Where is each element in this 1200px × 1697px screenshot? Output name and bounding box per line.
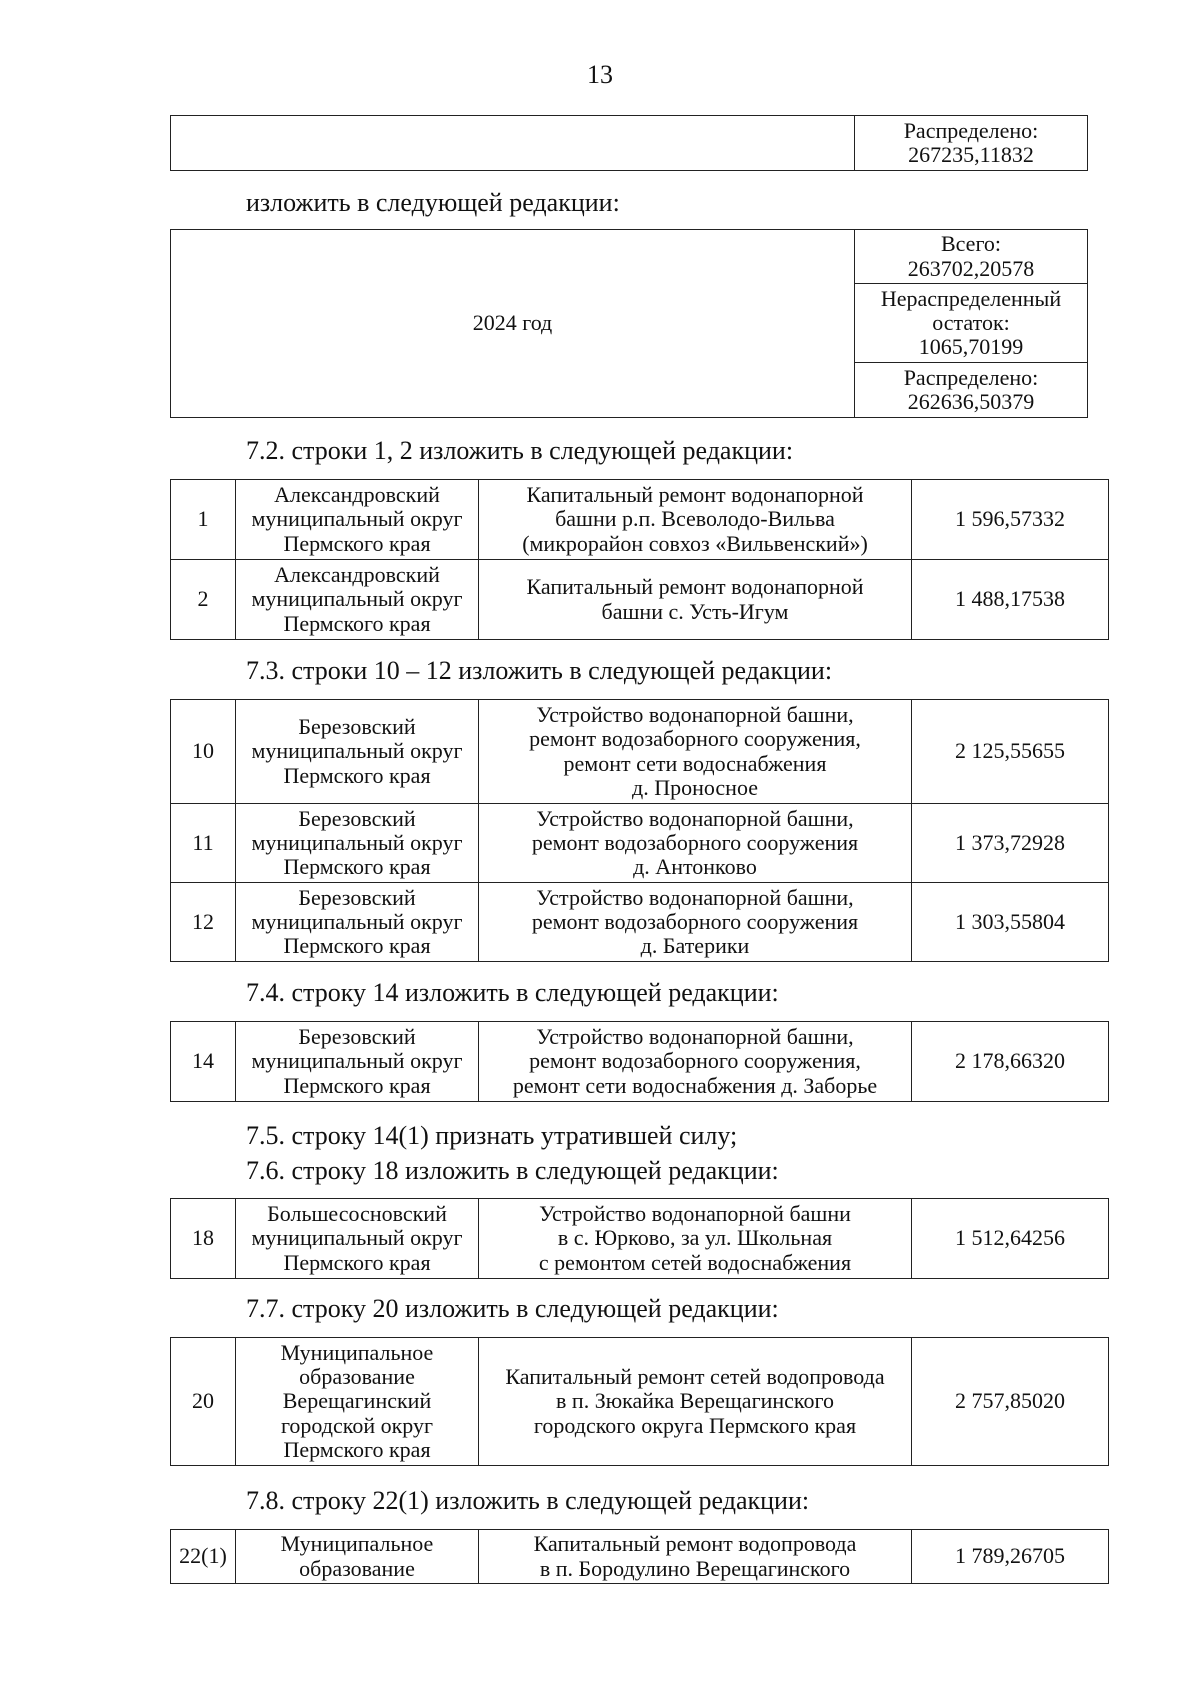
cell-text-line: муниципальный округ (251, 908, 463, 934)
amount-cell: 1 373,72928 (912, 804, 1109, 883)
cell-text-line: Капитальный ремонт сетей водопровода (505, 1364, 885, 1390)
distributed-value: 262636,50379 (907, 389, 1035, 414)
cell-text-line: Большесосновский (267, 1201, 447, 1227)
cell-text-line: Устройство водонапорной башни, (536, 1024, 854, 1050)
municipality-cell (236, 1022, 479, 1102)
cell-text-line: Пермского края (283, 1072, 431, 1098)
municipality-cell (236, 700, 479, 804)
distributed-label: Распределено: (903, 117, 1039, 143)
cell-text-line: Муниципальное (280, 1340, 434, 1366)
cell-text-line: Пермского края (283, 610, 431, 636)
remainder-line: остаток: (932, 309, 1010, 335)
municipality-cell (236, 1530, 479, 1584)
remainder-line: 1065,70199 (918, 334, 1024, 360)
cell-text-line: Пермского края (283, 1249, 431, 1275)
cell-text-line: д. Антонково (633, 854, 757, 880)
cell-text-line: д. Проносное (632, 774, 758, 800)
cell-text-line: Капитальный ремонт водонапорной (526, 482, 864, 508)
cell-text-line: ремонт водозаборного сооружения, (529, 726, 861, 752)
cell-text-line: башни р.п. Всеволодо-Вильва (555, 506, 835, 532)
section-heading: 7.2. строки 1, 2 изложить в следующей редакции: (246, 436, 794, 465)
cell-text-line: (микрорайон совхоз «Вильвенский») (522, 530, 868, 556)
cell-text-line: Александровский (274, 562, 440, 588)
remainder-line: Нераспределенный (880, 285, 1062, 311)
distributed-prev-table (170, 115, 1088, 171)
distributed-cell (855, 363, 1088, 418)
amount-cell: 1 512,64256 (912, 1199, 1109, 1279)
section-heading: 7.4. строку 14 изложить в следующей редакции: (246, 978, 779, 1007)
cell-text-line: Александровский (274, 482, 440, 508)
row-number: 12 (171, 883, 236, 962)
table-7-8 (170, 1529, 1109, 1584)
row-number: 2 (171, 560, 236, 640)
cell-text-line: Устройство водонапорной башни, (536, 884, 854, 910)
cell-text-line: Муниципальное (280, 1531, 434, 1557)
distributed-value: 267235,11832 (908, 142, 1034, 167)
municipality-cell (236, 804, 479, 883)
object-cell (479, 700, 912, 804)
object-cell (479, 1530, 912, 1584)
cell-text-line: Устройство водонапорной башни, (536, 805, 854, 831)
table-7-3 (170, 699, 1109, 962)
section-heading: 7.7. строку 20 изложить в следующей редакции: (246, 1294, 779, 1323)
row-number: 10 (171, 700, 236, 804)
table-7-4 (170, 1021, 1109, 1102)
remainder-cell (855, 284, 1088, 363)
row-number: 1 (171, 480, 236, 560)
section-heading: 7.8. строку 22(1) изложить в следующей редакции: (246, 1486, 810, 1515)
cell-text-line: башни с. Усть-Игум (601, 598, 789, 624)
object-cell (479, 560, 912, 640)
row-number: 20 (171, 1338, 236, 1466)
cell-text-line: образование (299, 1555, 415, 1581)
cell-text-line: Капитальный ремонт водопровода (533, 1531, 857, 1557)
amount-cell: 2 757,85020 (912, 1338, 1109, 1466)
year-cell: 2024 год (171, 230, 855, 418)
cell-text-line: ремонт сети водоснабжения (563, 750, 827, 776)
cell-text-line: в п. Бородулино Верещагинского (539, 1555, 851, 1581)
cell-text-line: муниципальный округ (251, 1048, 463, 1074)
cell-text-line: муниципальный округ (251, 586, 463, 612)
amount-cell: 1 488,17538 (912, 560, 1109, 640)
municipality-cell (236, 560, 479, 640)
total-cell (855, 230, 1088, 284)
cell-text-line: Березовский (298, 714, 416, 740)
table-7-2 (170, 479, 1109, 640)
cell-text-line: Устройство водонапорной башни, (536, 702, 854, 728)
municipality-cell (236, 480, 479, 560)
total-label: Всего: (940, 231, 1002, 257)
municipality-cell (236, 883, 479, 962)
cell-text-line: Пермского края (283, 1436, 431, 1462)
cell-text-line: Пермского края (283, 933, 431, 959)
object-cell (479, 480, 912, 560)
municipality-cell (236, 1338, 479, 1466)
table-7-6 (170, 1198, 1109, 1279)
cell-text-line: ремонт водозаборного сооружения (531, 908, 859, 934)
section-heading: 7.5. строку 14(1) признать утратившей силу; (246, 1121, 738, 1150)
object-cell (479, 1338, 912, 1466)
object-cell (479, 1199, 912, 1279)
section-heading: 7.3. строки 10 – 12 изложить в следующей редакции: (246, 656, 833, 685)
amount-cell: 1 303,55804 (912, 883, 1109, 962)
distributed-cell (855, 116, 1088, 171)
section-heading: 7.6. строку 18 изложить в следующей редакции: (246, 1156, 779, 1185)
cell-text-line: Березовский (298, 884, 416, 910)
row-number: 14 (171, 1022, 236, 1102)
cell-text-line: образование (299, 1364, 415, 1390)
cell-text-line: ремонт водозаборного сооружения (531, 829, 859, 855)
object-cell (479, 1022, 912, 1102)
object-cell (479, 883, 912, 962)
amount-cell: 2 125,55655 (912, 700, 1109, 804)
summary-table (170, 229, 1088, 418)
empty-cell (171, 116, 855, 171)
cell-text-line: Березовский (298, 805, 416, 831)
cell-text-line: Пермского края (283, 530, 431, 556)
cell-text-line: д. Батерики (640, 933, 750, 959)
distributed-label: Распределено: (903, 364, 1039, 390)
cell-text-line: городской округ (280, 1412, 434, 1438)
cell-text-line: муниципальный округ (251, 1225, 463, 1251)
cell-text-line: городского округа Пермского края (533, 1412, 857, 1438)
table-7-7 (170, 1337, 1109, 1466)
cell-text-line: муниципальный округ (251, 506, 463, 532)
cell-text-line: в с. Юрково, за ул. Школьная (557, 1225, 833, 1251)
cell-text-line: муниципальный округ (251, 829, 463, 855)
object-cell (479, 804, 912, 883)
cell-text-line: ремонт сети водоснабжения д. Заборье (512, 1072, 878, 1098)
total-value: 263702,20578 (907, 255, 1035, 281)
cell-text-line: Березовский (298, 1024, 416, 1050)
municipality-cell (236, 1199, 479, 1279)
intro-text: изложить в следующей редакции: (246, 188, 620, 217)
cell-text-line: ремонт водозаборного сооружения, (529, 1048, 861, 1074)
row-number: 22(1) (171, 1530, 236, 1584)
cell-text-line: Пермского края (283, 854, 431, 880)
amount-cell: 1 789,26705 (912, 1530, 1109, 1584)
cell-text-line: Пермского края (283, 762, 431, 788)
cell-text-line: Верещагинский (282, 1388, 432, 1414)
amount-cell: 1 596,57332 (912, 480, 1109, 560)
row-number: 18 (171, 1199, 236, 1279)
page-number: 13 (587, 60, 613, 89)
cell-text-line: с ремонтом сетей водоснабжения (538, 1249, 852, 1275)
cell-text-line: муниципальный округ (251, 738, 463, 764)
row-number: 11 (171, 804, 236, 883)
cell-text-line: Капитальный ремонт водонапорной (526, 574, 864, 600)
amount-cell: 2 178,66320 (912, 1022, 1109, 1102)
cell-text-line: Устройство водонапорной башни (539, 1201, 851, 1227)
cell-text-line: в п. Зюкайка Верещагинского (556, 1388, 834, 1414)
